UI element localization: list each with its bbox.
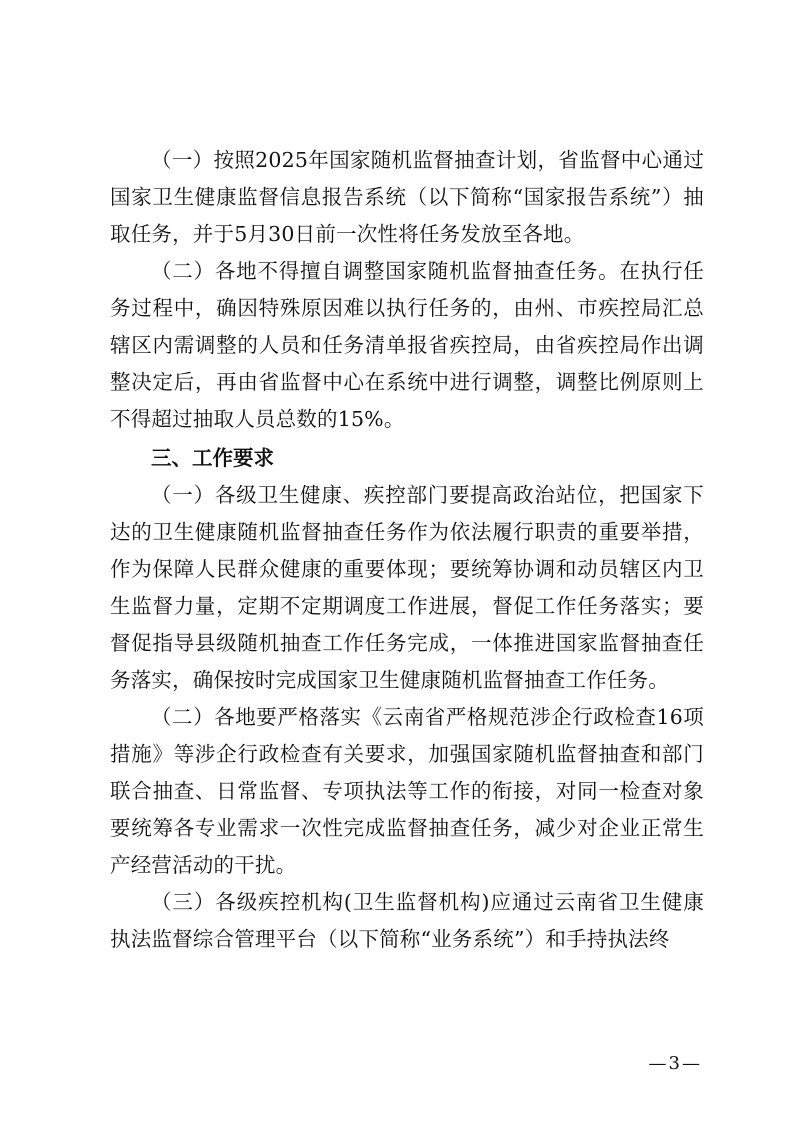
paragraph-task-adjustment: （二）各地不得擅自调整国家随机监督抽查任务。在执行任务过程中，确因特殊原因难以执行任务的，由州、市疾控局汇总辖区内需调整的人员和任务清单报省疾控局，由省疾控局作出调整决定后，再由省监督中心在系统中进行调整，调整比例原则上不得超过抽取人员总数的15%。 <box>110 259 704 431</box>
section-heading-work-requirements: 三、工作要求 <box>151 446 274 470</box>
paragraph-requirement-1: （一）各级卫生健康、疾控部门要提高政治站位，把国家下达的卫生健康随机监督抽查任务作为依法履行职责的重要举措，作为保障人民群众健康的重要体现；要统筹协调和动员辖区内卫生监督力量，定期不定期调度工作进展，督促工作任务落实；要督促指导县级随机抽查工作任务完成，一体推进国家监督抽查任务落实，确保按时完成国家卫生健康随机监督抽查工作任务。 <box>110 483 704 692</box>
paragraph-task-extraction: （一）按照2025年国家随机监督抽查计划，省监督中心通过国家卫生健康监督信息报告系统（以下简称“国家报告系统”）抽取任务，并于5月30日前一次性将任务发放至各地。 <box>110 148 704 246</box>
paragraph-requirement-3: （三）各级疾控机构(卫生监督机构)应通过云南省卫生健康执法监督综合管理平台（以下简称“业务系统”）和手持执法终 <box>110 890 704 951</box>
paragraph-requirement-2: （二）各地要严格落实《云南省严格规范涉企行政检查16项措施》等涉企行政检查有关要求，加强国家随机监督抽查和部门联合抽查、日常监督、专项执法等工作的衔接，对同一检查对象要统筹各专业需求一次性完成监督抽查任务，减少对企业正常生产经营活动的干扰。 <box>110 705 704 877</box>
document-body <box>110 142 704 958</box>
page-number: —3— <box>648 1053 702 1074</box>
